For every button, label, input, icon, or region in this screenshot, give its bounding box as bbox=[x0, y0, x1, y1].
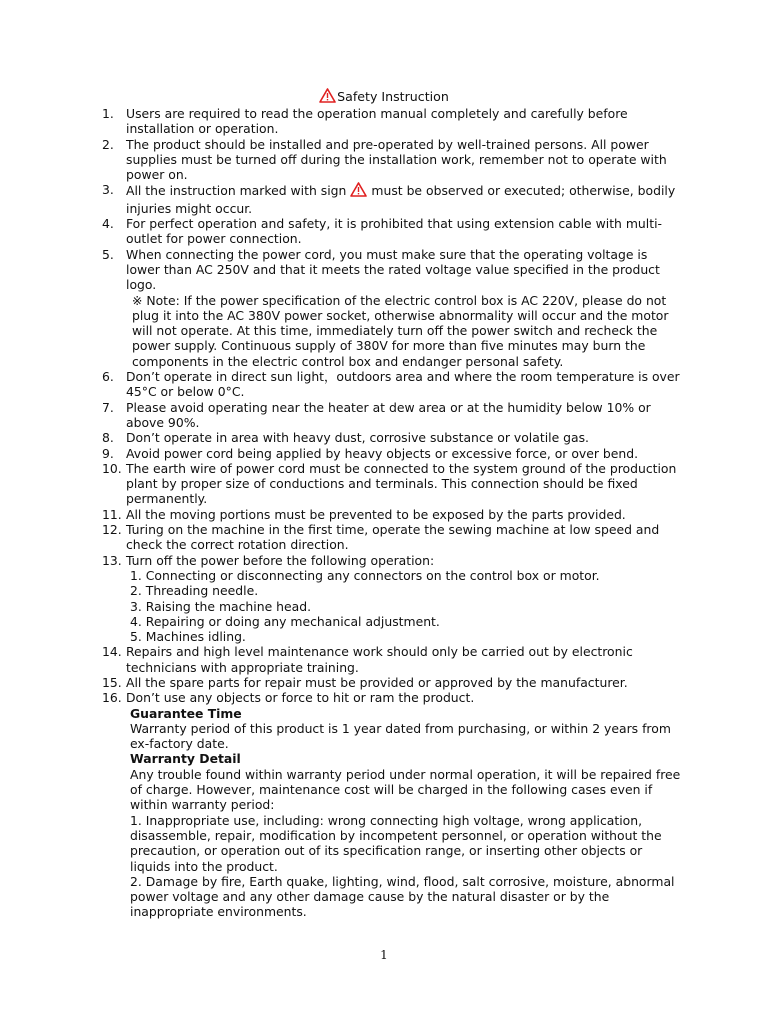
list-item bbox=[102, 430, 682, 445]
item-text: Don’t use any objects or force to hit or ram the product. bbox=[126, 690, 475, 706]
item-number: 16. bbox=[102, 690, 122, 706]
list-item bbox=[102, 137, 682, 183]
item-text: Please avoid operating near the heater at dew area or at the humidity below 10% or above 90%. bbox=[126, 399, 651, 430]
list-item bbox=[102, 182, 682, 216]
item-text: All the instruction marked with sign bbox=[126, 183, 347, 199]
list-item bbox=[102, 106, 682, 137]
item-text: Users are required to read the operation manual completely and carefully before installation or operation. bbox=[126, 106, 628, 137]
list-item bbox=[102, 690, 682, 705]
warranty-text: Any trouble found within warranty period under normal operation, it will be repaired free of charge. However, maintenance cost will be charged in the following cases even if within warranty period: bbox=[130, 766, 681, 813]
list-item bbox=[102, 553, 682, 645]
page-title bbox=[0, 88, 768, 107]
item-text: The product should be installed and pre-operated by well-trained persons. All power supplies must be turned off during the installation work, remember not to operate with power on. bbox=[126, 136, 667, 183]
item-number: 13. bbox=[102, 552, 122, 568]
item-number: 7. bbox=[102, 399, 114, 415]
list-item bbox=[102, 461, 682, 507]
sub-item: 5. Machines idling. bbox=[130, 629, 246, 645]
item-number: 9. bbox=[102, 445, 114, 461]
item-text: must be observed or executed; otherwise, bodily injuries might occur. bbox=[126, 183, 676, 216]
item-number: 11. bbox=[102, 506, 122, 522]
item-text: When connecting the power cord, you must make sure that the operating voltage is lower than AC 250V and that it meets the rated voltage value specified in the product logo. bbox=[126, 246, 660, 293]
list-item bbox=[102, 216, 682, 247]
sub-item: 4. Repairing or doing any mechanical adjustment. bbox=[130, 613, 440, 629]
item-text: For perfect operation and safety, it is prohibited that using extension cable with multi-outlet for power connection. bbox=[126, 216, 662, 247]
item-text: The earth wire of power cord must be connected to the system ground of the production plant by proper size of conductions and terminals. This connection should be fixed permanently. bbox=[126, 460, 677, 507]
item-number: 8. bbox=[102, 430, 114, 446]
warranty-heading: Warranty Detail bbox=[130, 751, 241, 767]
list-item bbox=[102, 400, 682, 431]
list-item bbox=[102, 522, 682, 553]
item-text: Don’t operate in direct sun light，outdoors area and where the room temperature is over 45°C or below 0°C. bbox=[126, 369, 680, 400]
page-number: 1 bbox=[380, 948, 388, 962]
list-item bbox=[102, 369, 682, 400]
item-number: 1. bbox=[102, 106, 114, 121]
warning-triangle-icon bbox=[319, 88, 336, 107]
item-number: 3. bbox=[102, 182, 114, 198]
item-text: All the spare parts for repair must be provided or approved by the manufacturer. bbox=[126, 674, 628, 690]
item-number: 14. bbox=[102, 644, 122, 660]
warranty-case: 2. Damage by fire, Earth quake, lighting, wind, flood, salt corrosive, moisture, abnormal power voltage and any other damage cause by the natural disaster or by the inappropriate environments. bbox=[130, 873, 675, 920]
list-item bbox=[102, 247, 682, 369]
item-number: 10. bbox=[102, 460, 122, 476]
list-item bbox=[102, 507, 682, 522]
item-text: Don’t operate in area with heavy dust, corrosive substance or volatile gas. bbox=[126, 430, 589, 446]
list-item bbox=[102, 644, 682, 675]
item-text: All the moving portions must be prevented to be exposed by the parts provided. bbox=[126, 506, 626, 522]
list-item bbox=[102, 675, 682, 690]
warning-triangle-icon bbox=[350, 182, 367, 200]
title-text: Safety Instruction bbox=[337, 89, 449, 104]
warranty-case: 1. Inappropriate use, including: wrong connecting high voltage, wrong application, disassemble, repair, modification by incompetent personnel, or operation without the precaution, or operation out of its specification range, or inserting other objects or liquids into the product. bbox=[130, 812, 662, 874]
item-text: Turn off the power before the following operation: bbox=[126, 552, 435, 568]
list-item bbox=[102, 446, 682, 461]
sub-item: 3. Raising the machine head. bbox=[130, 598, 312, 614]
guarantee-text: Warranty period of this product is 1 year dated from purchasing, or within 2 years from ex-factory date. bbox=[130, 720, 671, 752]
item-number: 5. bbox=[102, 246, 114, 262]
sub-item: 2. Threading needle. bbox=[130, 583, 259, 599]
item-text: Turing on the machine in the first time, operate the sewing machine at low speed and check the correct rotation direction. bbox=[126, 522, 660, 553]
sub-item: 1. Connecting or disconnecting any connectors on the control box or motor. bbox=[130, 567, 600, 583]
power-note: ※ Note: If the power specification of the electric control box is AC 220V, please do not plug it into the AC 380V power socket, otherwise abnormality will occur and the motor will not operate. At this time, immediately turn off the power switch and recheck the power supply. Continuous supply of 380V for more than five minutes may burn the components in the electric control box and endanger personal safety. bbox=[132, 292, 669, 369]
guarantee-heading: Guarantee Time bbox=[130, 705, 242, 721]
item-text: Avoid power cord being applied by heavy objects or excessive force, or over bend. bbox=[126, 445, 639, 461]
item-text: Repairs and high level maintenance work should only be carried out by electronic technicians with appropriate training. bbox=[126, 644, 633, 675]
item-number: 12. bbox=[102, 522, 122, 538]
item-number: 15. bbox=[102, 674, 122, 690]
item-number: 4. bbox=[102, 216, 114, 232]
item-number: 6. bbox=[102, 369, 114, 385]
instruction-list bbox=[102, 106, 682, 920]
item-number: 2. bbox=[102, 136, 114, 152]
